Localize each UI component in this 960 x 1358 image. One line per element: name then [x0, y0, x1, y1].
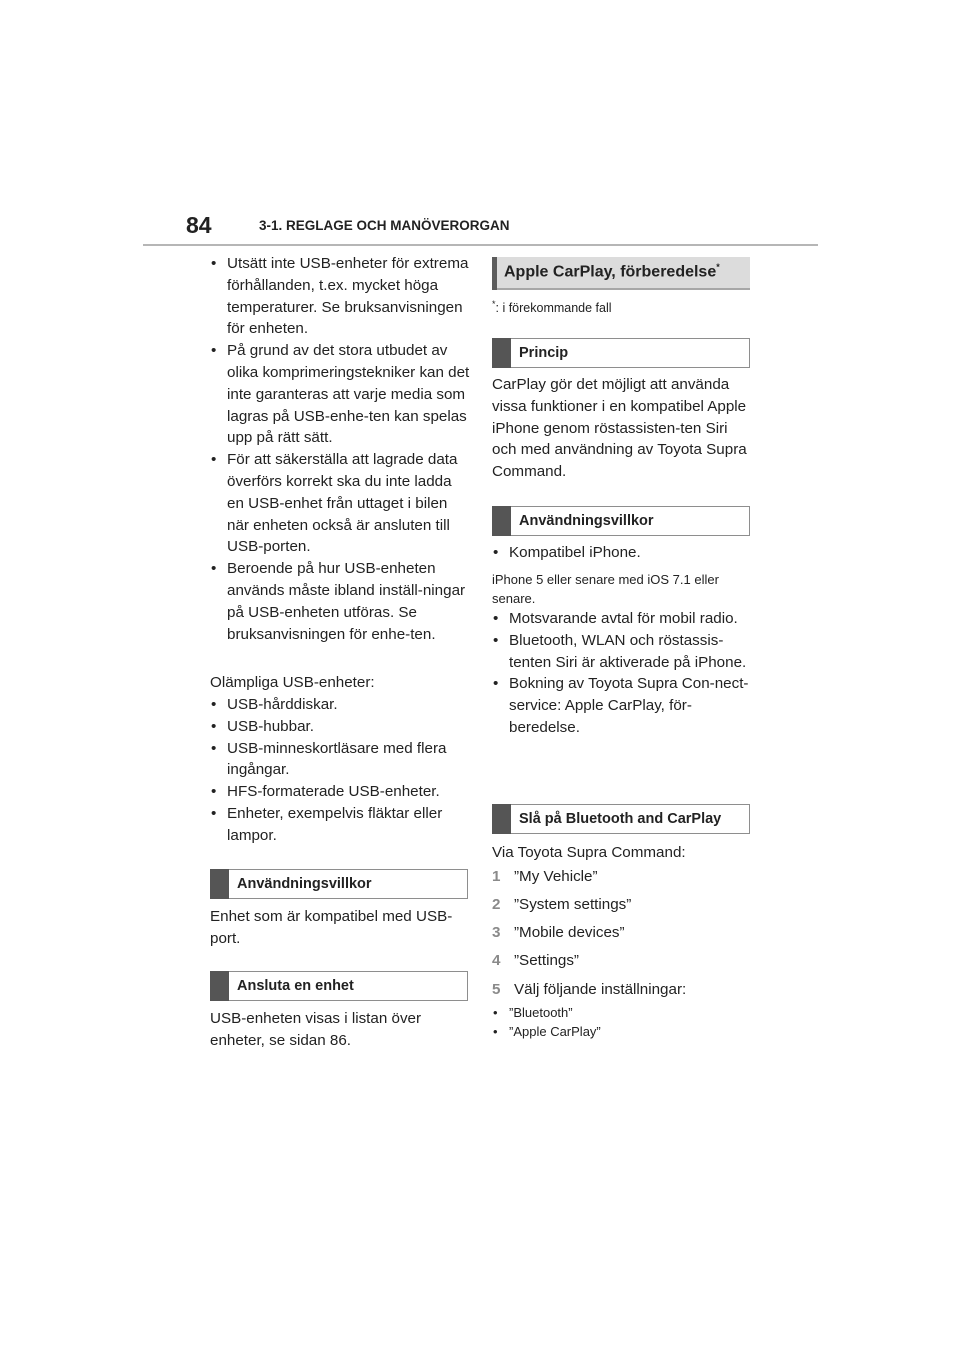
heading-usage-conditions	[492, 506, 750, 536]
heading-marker	[210, 971, 229, 1001]
list-item: • Enheter, exempelvis fläktar eller lampor.	[210, 803, 472, 847]
main-heading	[492, 257, 750, 290]
heading-label: Ansluta en enhet	[237, 978, 354, 994]
list-item: • HFS-formaterade USB-enheter.	[210, 781, 472, 803]
iphone-note: iPhone 5 eller senare med iOS 7.1 eller senare.	[492, 572, 719, 606]
heading-principle	[492, 338, 750, 368]
step-4	[492, 950, 579, 972]
connect-device-text: USB-enheten visas i listan över enheter, se sidan 86.	[210, 1010, 422, 1049]
footnote-text: : i förekommande fall	[495, 301, 612, 316]
step-text: ”System settings”	[514, 896, 632, 913]
step-text: ”Settings”	[514, 952, 579, 969]
list-item: • USB-minneskortläsare med flera ingångar.	[210, 738, 472, 782]
usage-conditions-text: Enhet som är kompatibel med USB-port.	[210, 908, 453, 947]
step-text: ”My Vehicle”	[514, 868, 598, 885]
unsuitable-intro: Olämpliga USB-enheter:	[210, 674, 375, 691]
page-number: 84	[186, 212, 212, 238]
list-item: • ”Bluetooth”	[492, 1003, 754, 1022]
footnote-marker: *	[716, 262, 720, 272]
heading-marker	[492, 506, 511, 536]
step-2	[492, 894, 631, 916]
step-number: 1	[492, 868, 501, 885]
heading-label: Princip	[519, 345, 569, 361]
header-divider	[143, 244, 818, 246]
list-item: • Motsvarande avtal för mobil radio.	[492, 608, 754, 630]
step-1	[492, 866, 598, 888]
step-number: 4	[492, 952, 501, 969]
main-heading-label	[504, 262, 720, 281]
heading-activate-bluetooth-carplay	[492, 804, 750, 834]
iphone-requirement	[492, 542, 754, 564]
list-item: • Bokning av Toyota Supra Con-nect-service: Apple CarPlay, för-beredelse.	[492, 673, 754, 738]
step-number: 2	[492, 896, 501, 913]
heading-usage-conditions	[210, 869, 468, 899]
list-item: • USB-hubbar.	[210, 716, 472, 738]
list-item: • Kompatibel iPhone.	[492, 542, 754, 564]
step-number: 3	[492, 924, 501, 941]
heading-label: Slå på Bluetooth and CarPlay	[519, 811, 722, 827]
heading-marker	[492, 804, 511, 834]
list-item: • Beroende på hur USB-enheten används måste ibland inställ-ningar på USB-enheten utföras. Se bruksanvisningen för enhe-ten.	[210, 558, 472, 645]
heading-connect-device	[210, 971, 468, 1001]
via-text: Via Toyota Supra Command:	[492, 844, 686, 861]
footnote-marker: *	[492, 299, 496, 309]
list-item: • Bluetooth, WLAN och röstassis-tenten Siri är aktiverade på iPhone.	[492, 630, 754, 674]
heading-marker	[492, 338, 511, 368]
heading-label: Användningsvillkor	[519, 513, 654, 529]
usb-warnings-list	[210, 253, 472, 645]
step-5	[492, 979, 686, 1001]
list-item: • ”Apple CarPlay”	[492, 1022, 754, 1041]
requirements-list	[492, 608, 754, 739]
heading-label: Användningsvillkor	[237, 876, 372, 892]
list-item: • För att säkerställa att lagrade data överförs korrekt ska du inte ladda en USB-enhet från uttaget i bilen när enheten också är ansluten till USB-porten.	[210, 449, 472, 558]
list-item: • Utsätt inte USB-enheter för extrema förhållanden, t.ex. mycket höga temperaturer. Se bruksanvisningen för enheten.	[210, 253, 472, 340]
main-heading-text: Apple CarPlay, förberedelse	[504, 263, 717, 281]
step-text: ”Mobile devices”	[514, 924, 625, 941]
settings-list	[492, 1003, 754, 1041]
section-title: 3-1. REGLAGE OCH MANÖVERORGAN	[259, 218, 510, 233]
step-3	[492, 922, 625, 944]
step-text: Välj följande inställningar:	[514, 981, 687, 998]
principle-text: CarPlay gör det möjligt att använda vissa funktioner i en kompatibel Apple iPhone genom röstassisten-ten Siri och med användning av Toyota Supra Command.	[492, 376, 747, 481]
heading-marker	[492, 257, 497, 290]
footnote	[492, 295, 754, 317]
step-number: 5	[492, 981, 501, 998]
unsuitable-devices-list	[210, 694, 472, 847]
heading-marker	[210, 869, 229, 899]
list-item: • USB-hårddiskar.	[210, 694, 472, 716]
list-item: • På grund av det stora utbudet av olika komprimeringstekniker kan det inte garanteras att varje media som lagras på USB-enhe-ten kan spelas upp på rätt sätt.	[210, 340, 472, 449]
